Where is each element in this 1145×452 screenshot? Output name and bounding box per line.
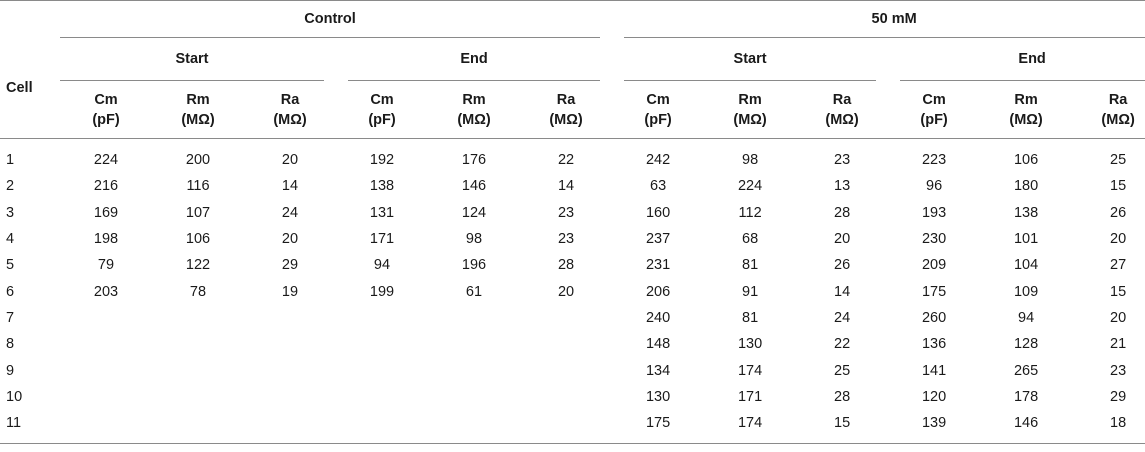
table-cell: 120 [921,388,947,405]
table-cell: 20 [1110,309,1127,326]
table-row [0,331,1145,357]
table-cell [244,305,336,331]
table-cell: 96 [926,178,943,195]
subgroup-label: Start [624,38,876,81]
table-cell: 171 [369,231,395,248]
table-cell: 23 [1110,362,1127,379]
table-cell: 112 [738,204,762,221]
table-cell [520,305,612,331]
table-cell [336,305,428,331]
column-header-cm [612,81,704,139]
cell-number: 7 [6,309,15,326]
table-cell [520,357,612,383]
subgroup-header-control-end [336,38,612,81]
table-cell [152,305,244,331]
table-cell: 223 [921,152,947,169]
subgroup-header-50mm-end [888,38,1145,81]
column-header-name: Cm [94,91,118,108]
column-header-ra [796,81,888,139]
column-header-rm [428,81,520,139]
table-cell: 178 [1013,388,1039,405]
table-cell [428,305,520,331]
column-header-ra [244,81,336,139]
table-row [0,139,1145,174]
table-cell: 29 [1110,388,1127,405]
table-cell: 29 [281,257,299,274]
table-cell: 109 [1013,283,1039,300]
table-cell: 20 [834,231,851,248]
table-row [0,278,1145,304]
table-cell: 175 [612,410,704,444]
column-header-unit: (MΩ) [457,111,491,128]
column-header-unit: (MΩ) [1101,111,1135,128]
table-cell: 94 [1018,309,1035,326]
table-cell: 26 [834,257,851,274]
table-cell: 209 [921,257,947,274]
unit-header-row [0,81,1145,139]
table-cell: 224 [737,178,763,195]
table-cell [336,410,428,444]
table-cell [520,331,612,357]
column-header-unit: (MΩ) [549,111,583,128]
column-header-name: Rm [186,91,210,108]
table-row [0,384,1145,410]
table-cell [336,357,428,383]
table-cell: 128 [1013,336,1039,353]
table-cell: 231 [645,257,671,274]
table-cell [60,305,152,331]
column-header-name: Ra [556,91,576,108]
table-cell: 169 [93,204,119,221]
table-cell: 176 [461,152,487,169]
cell-number: 2 [6,178,15,195]
table-cell: 240 [645,309,671,326]
table-cell [336,331,428,357]
table-cell: 28 [557,257,575,274]
table-cell: 98 [465,231,483,248]
cell-number: 4 [6,231,15,248]
table-cell [428,410,520,444]
table-cell: 196 [461,257,487,274]
column-header-name: Rm [738,91,762,108]
column-header-cm [60,81,152,139]
table-cell: 14 [557,178,575,195]
table-cell: 79 [97,257,115,274]
column-header-name: Cm [922,91,946,108]
column-header-name: Rm [1014,91,1038,108]
table-cell: 81 [742,257,759,274]
table-cell [520,384,612,410]
table-cell: 63 [650,178,667,195]
header-corner [0,1,60,39]
table-cell: 106 [1013,152,1039,169]
table-cell: 136 [921,336,947,353]
table-cell: 146 [980,410,1072,444]
column-header-ra [520,81,612,139]
table-cell: 15 [1110,178,1127,195]
table-row [0,173,1145,199]
subgroup-header-control-start [60,38,336,81]
table-cell: 61 [465,283,483,300]
table-cell [152,357,244,383]
table-cell: 98 [742,152,759,169]
table-row [0,357,1145,383]
cell-number: 6 [6,283,15,300]
table-cell: 160 [645,204,671,221]
table-cell: 130 [645,388,671,405]
table-cell: 23 [557,204,575,221]
table-cell [428,357,520,383]
table-cell [244,331,336,357]
table-cell: 265 [1013,362,1039,379]
table-cell: 81 [742,309,759,326]
group-header-50mm [612,1,1145,39]
table-cell: 171 [737,388,763,405]
table-cell: 21 [1110,336,1127,353]
column-header-cm [336,81,428,139]
column-header-unit: (MΩ) [1009,111,1043,128]
table-cell: 27 [1110,257,1127,274]
table-cell: 106 [185,231,211,248]
table-cell: 94 [373,257,391,274]
table-row [0,226,1145,252]
table-cell: 20 [281,231,299,248]
table-cell: 242 [645,152,671,169]
column-header-name: Cm [370,91,394,108]
table-cell [244,357,336,383]
table-cell: 24 [281,204,299,221]
subgroup-header-50mm-start [612,38,888,81]
table-cell [60,331,152,357]
table-header [0,1,1145,139]
column-header-name: Rm [462,91,486,108]
table-cell: 15 [1110,283,1127,300]
table-cell: 15 [796,410,888,444]
table-body [0,139,1145,444]
table-cell [520,410,612,444]
table-cell: 14 [281,178,299,195]
table-cell: 23 [834,152,851,169]
table-cell: 26 [1110,204,1127,221]
table-cell: 122 [185,257,211,274]
cell-number: 1 [6,152,15,169]
table-cell: 146 [461,178,487,195]
table-cell: 230 [921,231,947,248]
table-cell [336,384,428,410]
table-cell: 14 [834,283,851,300]
table-cell: 101 [1013,231,1039,248]
table-cell: 130 [737,336,763,353]
column-header-unit: (MΩ) [733,111,767,128]
table-cell: 25 [834,362,851,379]
table-cell: 91 [742,283,759,300]
cell-number: 11 [0,410,60,444]
table-cell: 174 [737,362,763,379]
table-cell: 138 [369,178,395,195]
table-cell [244,410,336,444]
subgroup-label: Start [60,38,324,81]
column-header-unit: (MΩ) [825,111,859,128]
table-cell: 78 [189,283,207,300]
table-cell: 175 [921,283,947,300]
column-header-name: Ra [1108,91,1128,108]
table-cell: 141 [921,362,947,379]
column-header-unit: (pF) [644,111,672,128]
table-cell [428,331,520,357]
table-cell: 28 [834,388,851,405]
table-cell: 20 [281,152,299,169]
table-cell: 192 [369,152,395,169]
table-cell: 203 [93,283,119,300]
cell-number: 3 [6,204,15,221]
column-header-unit: (pF) [368,111,396,128]
cell-column-header: Cell [0,38,60,139]
subgroup-label: End [900,38,1145,81]
cell-number: 9 [6,362,15,379]
column-header-rm [152,81,244,139]
table-cell: 22 [557,152,575,169]
column-header-rm [704,81,796,139]
cell-number: 10 [6,388,23,405]
table-cell: 28 [834,204,851,221]
table-cell: 134 [645,362,671,379]
table-cell: 116 [186,178,210,195]
group-header-control [60,1,612,39]
column-header-name: Ra [280,91,300,108]
table-cell: 206 [645,283,671,300]
table-cell: 22 [834,336,851,353]
table-cell: 148 [645,336,671,353]
table-cell: 25 [1110,152,1127,169]
table-cell: 139 [888,410,980,444]
table-cell: 24 [834,309,851,326]
table-cell [152,331,244,357]
column-header-name: Ra [832,91,852,108]
column-header-unit: (pF) [920,111,948,128]
table-cell: 237 [645,231,671,248]
table-cell [428,384,520,410]
table-cell: 19 [281,283,299,300]
table-cell: 216 [93,178,119,195]
table-cell: 131 [369,204,395,221]
table-cell [60,384,152,410]
table-cell: 174 [704,410,796,444]
column-header-cm [888,81,980,139]
table-cell: 23 [557,231,575,248]
table-cell [152,384,244,410]
table-cell: 18 [1072,410,1145,444]
table-cell: 107 [185,204,211,221]
table-cell: 20 [557,283,575,300]
table-cell: 200 [185,152,211,169]
group-label-50mm: 50 mM [624,1,1145,38]
table-cell: 68 [742,231,759,248]
group-label-control: Control [60,1,600,38]
subgroup-label: End [348,38,600,81]
table-cell: 224 [93,152,119,169]
cell-number: 5 [6,257,15,274]
table-cell [60,410,152,444]
column-header-unit: (MΩ) [273,111,307,128]
table-row [0,305,1145,331]
column-header-ra [1072,81,1145,139]
column-header-rm [980,81,1072,139]
column-header-unit: (MΩ) [181,111,215,128]
table-cell: 104 [1013,257,1039,274]
table-cell: 124 [461,204,487,221]
table-cell: 260 [921,309,947,326]
column-header-name: Cm [646,91,670,108]
table-cell: 199 [369,283,395,300]
table-row [0,252,1145,278]
cell-number: 8 [6,336,15,353]
table-cell [60,357,152,383]
table-row [0,410,1145,444]
table-cell: 20 [1110,231,1127,248]
table-cell: 198 [93,231,119,248]
table-row [0,200,1145,226]
column-header-unit: (pF) [92,111,120,128]
table-cell: 193 [921,204,947,221]
table-cell: 13 [834,178,851,195]
table-cell: 138 [1013,204,1039,221]
table-cell: 180 [1013,178,1039,195]
table-cell [244,384,336,410]
table-cell [152,410,244,444]
